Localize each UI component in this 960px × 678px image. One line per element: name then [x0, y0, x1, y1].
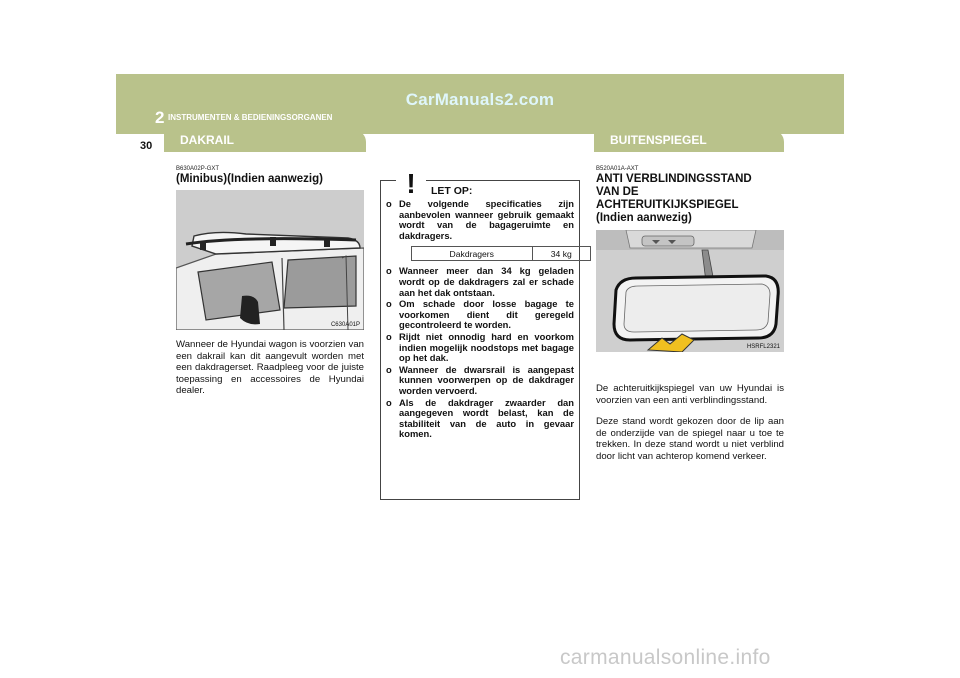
bullet: o: [386, 330, 392, 342]
warning-title: LET OP:: [431, 185, 473, 197]
section-tab-buitenspiegel: [594, 130, 784, 152]
watermark-top[interactable]: CarManuals2.com: [405, 90, 555, 109]
roof-rail-figure: [176, 190, 364, 330]
bullet: o: [386, 396, 392, 408]
figure-code: C630A01P: [330, 322, 360, 328]
section-tab-dakrail: [164, 130, 366, 152]
page-number: 30: [140, 140, 153, 152]
heading-line: (Indien aanwezig): [596, 212, 692, 224]
bullet: o: [386, 265, 392, 277]
heading-line: ACHTERUITKIJKSPIEGEL: [596, 199, 739, 211]
section-code: B520A01A-AXT: [596, 166, 639, 172]
section-code: B630A02P-GXT: [176, 166, 220, 172]
warning-box: [380, 168, 580, 500]
car-roof-rail-illustration: [176, 190, 364, 330]
warning-list: [386, 199, 574, 441]
load-spec-table: [411, 246, 591, 261]
chapter-title: INSTRUMENTEN & BEDIENINGSORGANEN: [168, 113, 333, 122]
warning-item-text: Als de dakdrager zwaarder dan aangegeven wordt belast, kan de stabiliteit van de auto in gevaar komen.: [399, 396, 574, 440]
dakrail-paragraph: Wanneer de Hyundai wagon is voorzien van een dakrail kan dit aangevult worden met een dakdragerset. Raadpleeg voor de juiste toepassing en accessoires de Hyundai dealer.: [176, 339, 364, 397]
figure-code: HSRFL2321: [746, 344, 780, 350]
section-tab-label: BUITENSPIEGEL: [610, 133, 707, 147]
section-tab-label: DAKRAIL: [180, 133, 234, 147]
chapter-number: 2: [155, 108, 165, 127]
section-heading: (Minibus)(Indien aanwezig): [176, 173, 323, 185]
warning-item: [386, 299, 574, 331]
warning-item-text: Wanneer de dwarsrail is aangepast kunnen voorwerpen op de dakdrager worden vervoerd.: [399, 363, 574, 396]
heading-line: ANTI VERBLINDINGSSTAND: [596, 173, 752, 185]
warning-item-text: De volgende specificaties zijn aanbevolen wanneer gebruik gemaakt wordt van de bagageruimte en dakdragers.: [399, 198, 574, 241]
bullet: o: [386, 198, 392, 209]
warning-item: [386, 365, 574, 397]
load-spec-value: 34 kg: [532, 247, 590, 261]
warning-item: [386, 398, 574, 440]
warning-item: [386, 199, 574, 261]
mirror-paragraph-1: De achteruitkijkspiegel van uw Hyundai is voorzien van een anti verblindingsstand.: [596, 383, 784, 406]
warning-item-text: Rijdt niet onnodig hard en voorkom indien mogelijk noodstops met bagage op het dak.: [399, 330, 574, 364]
right-body-text: [596, 383, 784, 463]
load-spec-label: Dakdragers: [412, 247, 533, 261]
left-body-text: [176, 339, 364, 397]
warning-item-text: Wanneer meer dan 34 kg geladen wordt op de dakdragers zal er schade aan het dak ontstaan.: [399, 265, 574, 298]
heading-line: VAN DE: [596, 186, 639, 198]
bullet: o: [386, 298, 392, 310]
mirror-figure: [596, 230, 784, 352]
warning-item-text: Om schade door losse bagage te voorkomen dient dit geregeld gecontroleerd te worden.: [399, 298, 574, 331]
mirror-paragraph-2: Deze stand wordt gekozen door de lip aan de onderzijde van de spiegel naar u toe te trekken. In deze stand wordt u niet verblind door licht van achterop komend verkeer.: [596, 416, 784, 462]
svg-text:!: !: [406, 168, 416, 197]
bullet: o: [386, 363, 392, 375]
warning-item: [386, 332, 574, 364]
section-heading: [596, 173, 786, 225]
rearview-mirror-illustration: [596, 230, 784, 352]
warning-item: [386, 266, 574, 298]
warning-icon: [396, 167, 426, 197]
watermark-bottom[interactable]: carmanualsonline.info: [560, 646, 771, 669]
